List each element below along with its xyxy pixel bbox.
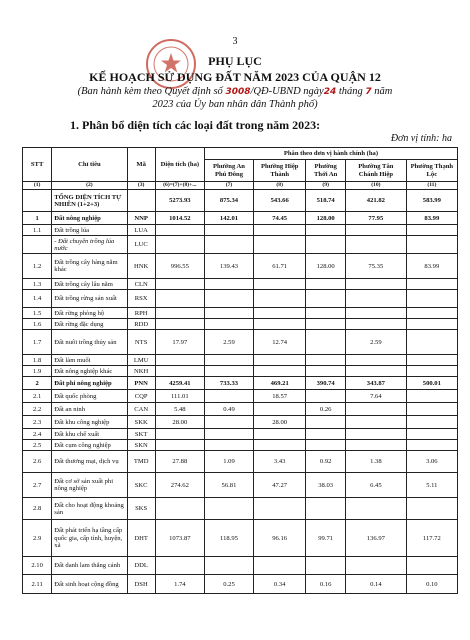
- row-ward-5: 117.72: [406, 520, 457, 557]
- row-ward-5: 500.01: [406, 377, 457, 390]
- appendix-title: PHỤ LỤC: [208, 54, 262, 68]
- row-ward-3: 99.71: [306, 520, 346, 557]
- row-total: 111.01: [155, 390, 204, 403]
- row-ward-4: [346, 366, 407, 377]
- row-total: [155, 225, 204, 236]
- table-row: [23, 236, 458, 254]
- row-code: HNK: [127, 254, 155, 279]
- table-row: [23, 330, 458, 355]
- row-criteria: Đất nuôi trồng thủy sản: [52, 330, 127, 355]
- row-ward-3: [306, 330, 346, 355]
- table-row: [23, 225, 458, 236]
- table-body: [23, 190, 458, 594]
- row-total: 1.74: [155, 575, 204, 594]
- row-ward-4: [346, 319, 407, 330]
- row-total: 17.97: [155, 330, 204, 355]
- row-ward-5: [406, 225, 457, 236]
- row-ward-2: [254, 355, 306, 366]
- row-ward-1: [204, 557, 253, 575]
- row-criteria: Đất trồng cây lâu năm: [52, 279, 127, 290]
- row-ward-4: [346, 290, 407, 308]
- row-criteria: Đất khu công nghiệp: [52, 416, 127, 429]
- row-total: 4259.41: [155, 377, 204, 390]
- row-criteria: TỔNG DIỆN TÍCH TỰ NHIÊN (1+2+3): [52, 190, 127, 212]
- row-ward-2: 96.16: [254, 520, 306, 557]
- row-total: 5.48: [155, 403, 204, 416]
- table-row: [23, 254, 458, 279]
- row-stt: 1.8: [23, 355, 52, 366]
- row-total: 27.88: [155, 451, 204, 473]
- table-row: [23, 520, 458, 557]
- header-ward-5: Phường Thạnh Lộc: [406, 160, 457, 182]
- row-ward-1: 1.09: [204, 451, 253, 473]
- row-ward-5: [406, 236, 457, 254]
- row-ward-4: [346, 225, 407, 236]
- table-row: [23, 557, 458, 575]
- row-ward-5: [406, 319, 457, 330]
- row-ward-2: [254, 279, 306, 290]
- row-ward-4: 136.97: [346, 520, 407, 557]
- row-code: NTS: [127, 330, 155, 355]
- header-ward-3: Phường Thới An: [306, 160, 346, 182]
- row-criteria: Đất trồng rừng sản xuất: [52, 290, 127, 308]
- row-criteria: Đất quốc phòng: [52, 390, 127, 403]
- row-ward-2: 3.43: [254, 451, 306, 473]
- row-ward-3: [306, 236, 346, 254]
- row-code: NKH: [127, 366, 155, 377]
- row-total: [155, 440, 204, 451]
- header-area: Diện tích (ha): [155, 148, 204, 182]
- row-stt: 1.2: [23, 254, 52, 279]
- row-ward-5: [406, 429, 457, 440]
- row-ward-3: [306, 416, 346, 429]
- decision-month: 7: [365, 87, 372, 97]
- row-ward-3: [306, 429, 346, 440]
- row-criteria: Đất nông nghiệp: [52, 212, 127, 225]
- row-stt: 1.1: [23, 225, 52, 236]
- row-stt: 2.9: [23, 520, 52, 557]
- row-code: [127, 190, 155, 212]
- row-ward-2: 0.34: [254, 575, 306, 594]
- row-ward-2: [254, 290, 306, 308]
- row-code: LUC: [127, 236, 155, 254]
- table-row: [23, 355, 458, 366]
- row-total: [155, 279, 204, 290]
- column-index-row: [23, 182, 458, 190]
- column-index-cell: (9): [306, 182, 346, 190]
- row-criteria: Đất rừng đặc dụng: [52, 319, 127, 330]
- row-code: LUA: [127, 225, 155, 236]
- row-ward-5: [406, 416, 457, 429]
- row-total: 28.00: [155, 416, 204, 429]
- subtitle-line-1: [0, 86, 470, 97]
- row-ward-4: [346, 557, 407, 575]
- row-ward-5: 583.99: [406, 190, 457, 212]
- row-ward-1: [204, 290, 253, 308]
- row-ward-1: 0.25: [204, 575, 253, 594]
- row-ward-4: 0.14: [346, 575, 407, 594]
- header-code: Mã: [127, 148, 155, 182]
- row-total: 5273.93: [155, 190, 204, 212]
- row-ward-1: [204, 236, 253, 254]
- row-stt: [23, 190, 52, 212]
- row-total: [155, 319, 204, 330]
- row-ward-1: [204, 279, 253, 290]
- row-ward-1: 0.49: [204, 403, 253, 416]
- row-ward-3: [306, 279, 346, 290]
- plan-title: KẾ HOẠCH SỬ DỤNG ĐẤT NĂM 2023 CỦA QUẬN 12: [89, 70, 381, 84]
- decision-day: 24: [323, 87, 337, 97]
- row-ward-4: [346, 236, 407, 254]
- decision-number: 3008: [225, 87, 251, 97]
- row-ward-2: [254, 498, 306, 520]
- row-stt: 2: [23, 377, 52, 390]
- row-ward-1: [204, 366, 253, 377]
- row-code: SKC: [127, 473, 155, 498]
- column-index-cell: (11): [406, 182, 457, 190]
- row-total: 274.62: [155, 473, 204, 498]
- row-criteria: Đất trồng lúa: [52, 225, 127, 236]
- row-ward-5: 5.11: [406, 473, 457, 498]
- column-index-cell: (10): [346, 182, 407, 190]
- row-criteria: Đất phát triển hạ tầng cấp quốc gia, cấp tỉnh, huyện, xã: [52, 520, 127, 557]
- table-row: [23, 575, 458, 594]
- row-ward-3: [306, 366, 346, 377]
- row-ward-5: [406, 355, 457, 366]
- row-ward-4: 421.82: [346, 190, 407, 212]
- row-total: [155, 236, 204, 254]
- row-criteria: Đất sinh hoạt cộng đồng: [52, 575, 127, 594]
- row-stt: 2.6: [23, 451, 52, 473]
- row-total: [155, 366, 204, 377]
- land-allocation-table: [22, 147, 458, 594]
- row-total: [155, 290, 204, 308]
- row-criteria: Đất phi nông nghiệp: [52, 377, 127, 390]
- header-ward-2: Phường Hiệp Thành: [254, 160, 306, 182]
- column-index-cell: (6)=(7)+(8)+...: [155, 182, 204, 190]
- row-total: [155, 498, 204, 520]
- row-ward-1: [204, 390, 253, 403]
- row-stt: 1.5: [23, 308, 52, 319]
- row-ward-1: 2.59: [204, 330, 253, 355]
- row-total: [155, 429, 204, 440]
- row-ward-2: [254, 366, 306, 377]
- row-ward-4: [346, 403, 407, 416]
- row-ward-3: [306, 355, 346, 366]
- subtitle-line-2: 2023 của Ủy ban nhân dân Thành phố): [152, 99, 318, 110]
- row-ward-4: [346, 355, 407, 366]
- row-criteria: Đất cho hoạt động khoáng sản: [52, 498, 127, 520]
- row-ward-5: [406, 557, 457, 575]
- row-ward-5: [406, 403, 457, 416]
- row-stt: 2.8: [23, 498, 52, 520]
- row-ward-2: 47.27: [254, 473, 306, 498]
- row-criteria: Đất thương mại, dịch vụ: [52, 451, 127, 473]
- row-total: 1073.87: [155, 520, 204, 557]
- row-criteria: Đất trồng cây hàng năm khác: [52, 254, 127, 279]
- row-ward-3: 128.00: [306, 212, 346, 225]
- row-total: 1014.52: [155, 212, 204, 225]
- row-ward-2: [254, 403, 306, 416]
- row-ward-4: 7.64: [346, 390, 407, 403]
- row-ward-5: 3.06: [406, 451, 457, 473]
- header-ward-4: Phường Tân Chánh Hiệp: [346, 160, 407, 182]
- table-row: [23, 498, 458, 520]
- row-ward-2: 74.45: [254, 212, 306, 225]
- table-row: [23, 429, 458, 440]
- row-ward-2: 469.21: [254, 377, 306, 390]
- header-admin-units: Phân theo đơn vị hành chính (ha): [204, 148, 457, 160]
- row-stt: 2.7: [23, 473, 52, 498]
- row-ward-3: [306, 308, 346, 319]
- row-ward-5: 0.10: [406, 575, 457, 594]
- decision-code: /QĐ-UBND ngày: [250, 86, 324, 97]
- row-criteria: Đất làm muối: [52, 355, 127, 366]
- row-ward-5: [406, 366, 457, 377]
- row-ward-3: 128.00: [306, 254, 346, 279]
- row-code: RPH: [127, 308, 155, 319]
- row-criteria: Đất an ninh: [52, 403, 127, 416]
- row-ward-3: 518.74: [306, 190, 346, 212]
- row-stt: 2.3: [23, 416, 52, 429]
- row-ward-1: 142.01: [204, 212, 253, 225]
- table-row: [23, 403, 458, 416]
- row-code: DHT: [127, 520, 155, 557]
- row-ward-3: 0.16: [306, 575, 346, 594]
- row-criteria: Đất rừng phòng hộ: [52, 308, 127, 319]
- table-row: [23, 440, 458, 451]
- row-ward-3: 390.74: [306, 377, 346, 390]
- row-code: DDL: [127, 557, 155, 575]
- table-row: [23, 451, 458, 473]
- row-stt: 2.5: [23, 440, 52, 451]
- row-code: SKK: [127, 416, 155, 429]
- column-index-cell: (7): [204, 182, 253, 190]
- row-total: 996.55: [155, 254, 204, 279]
- row-ward-4: 75.35: [346, 254, 407, 279]
- row-stt: 1.3: [23, 279, 52, 290]
- row-ward-2: 28.00: [254, 416, 306, 429]
- row-code: DSH: [127, 575, 155, 594]
- row-ward-3: [306, 225, 346, 236]
- row-ward-4: [346, 498, 407, 520]
- row-ward-5: 83.99: [406, 254, 457, 279]
- table-row: [23, 190, 458, 212]
- row-code: RSX: [127, 290, 155, 308]
- table-row: [23, 377, 458, 390]
- row-ward-2: 12.74: [254, 330, 306, 355]
- row-criteria: - Đất chuyên trồng lúa nước: [52, 236, 127, 254]
- month-word: tháng: [338, 86, 363, 97]
- row-ward-5: [406, 279, 457, 290]
- row-code: CAN: [127, 403, 155, 416]
- row-stt: 1.4: [23, 290, 52, 308]
- row-ward-2: [254, 308, 306, 319]
- row-ward-3: 0.26: [306, 403, 346, 416]
- row-code: SKT: [127, 429, 155, 440]
- row-total: [155, 308, 204, 319]
- row-ward-1: 118.95: [204, 520, 253, 557]
- row-code: TMD: [127, 451, 155, 473]
- row-ward-3: 38.03: [306, 473, 346, 498]
- row-ward-1: [204, 319, 253, 330]
- column-index-cell: (8): [254, 182, 306, 190]
- table-row: [23, 366, 458, 377]
- header-ward-1: Phường An Phú Đông: [204, 160, 253, 182]
- row-code: LMU: [127, 355, 155, 366]
- row-ward-1: [204, 355, 253, 366]
- table-row: [23, 319, 458, 330]
- row-stt: 2.4: [23, 429, 52, 440]
- row-ward-1: [204, 225, 253, 236]
- column-index-cell: (2): [52, 182, 127, 190]
- row-criteria: Đất khu chế xuất: [52, 429, 127, 440]
- row-ward-4: [346, 416, 407, 429]
- row-ward-1: [204, 440, 253, 451]
- table-row: [23, 390, 458, 403]
- row-ward-2: 61.71: [254, 254, 306, 279]
- row-ward-2: [254, 236, 306, 254]
- row-ward-5: [406, 290, 457, 308]
- row-ward-2: [254, 557, 306, 575]
- column-index-cell: (3): [127, 182, 155, 190]
- row-code: SKN: [127, 440, 155, 451]
- header-criteria: Chỉ tiêu: [52, 148, 127, 182]
- row-stt: 2.11: [23, 575, 52, 594]
- row-criteria: Đất cơ sở sản xuất phi nông nghiệp: [52, 473, 127, 498]
- row-stt: 1.7: [23, 330, 52, 355]
- row-stt: 2.2: [23, 403, 52, 416]
- row-ward-1: 139.43: [204, 254, 253, 279]
- table-row: [23, 290, 458, 308]
- row-code: PNN: [127, 377, 155, 390]
- table-row: [23, 416, 458, 429]
- row-ward-3: [306, 440, 346, 451]
- row-ward-3: 0.92: [306, 451, 346, 473]
- row-stt: 2.1: [23, 390, 52, 403]
- section-heading: 1. Phân bổ diện tích các loại đất trong năm 2023:: [70, 118, 321, 132]
- row-ward-4: 1.38: [346, 451, 407, 473]
- row-stt: 2.10: [23, 557, 52, 575]
- row-ward-5: [406, 308, 457, 319]
- subtitle-prefix: (Ban hành kèm theo Quyết định số: [77, 86, 223, 97]
- table-row: [23, 473, 458, 498]
- year-word: năm: [374, 86, 393, 97]
- row-ward-5: [406, 390, 457, 403]
- row-ward-4: 6.45: [346, 473, 407, 498]
- row-ward-1: [204, 498, 253, 520]
- row-ward-4: [346, 279, 407, 290]
- row-ward-5: 83.99: [406, 212, 457, 225]
- row-code: RDD: [127, 319, 155, 330]
- row-ward-3: [306, 319, 346, 330]
- row-code: CLN: [127, 279, 155, 290]
- row-stt: 1: [23, 212, 52, 225]
- row-ward-1: 733.33: [204, 377, 253, 390]
- page-number: 3: [232, 36, 238, 47]
- unit-label: Đơn vị tính: ha: [390, 133, 452, 144]
- row-ward-2: 543.66: [254, 190, 306, 212]
- row-stt: 1.6: [23, 319, 52, 330]
- row-ward-1: 875.34: [204, 190, 253, 212]
- row-criteria: Đất nông nghiệp khác: [52, 366, 127, 377]
- row-ward-4: 77.95: [346, 212, 407, 225]
- row-ward-2: [254, 440, 306, 451]
- row-criteria: Đất cụm công nghiệp: [52, 440, 127, 451]
- row-ward-2: 18.57: [254, 390, 306, 403]
- row-ward-5: [406, 440, 457, 451]
- table-row: [23, 212, 458, 225]
- row-ward-1: 56.81: [204, 473, 253, 498]
- row-total: [155, 355, 204, 366]
- column-index-cell: (1): [23, 182, 52, 190]
- row-ward-3: [306, 557, 346, 575]
- row-stt: [23, 236, 52, 254]
- row-criteria: Đất danh lam thắng cảnh: [52, 557, 127, 575]
- row-code: SKS: [127, 498, 155, 520]
- row-code: CQP: [127, 390, 155, 403]
- header-stt: STT: [23, 148, 52, 182]
- row-ward-4: [346, 429, 407, 440]
- row-ward-2: [254, 429, 306, 440]
- row-ward-1: [204, 416, 253, 429]
- row-ward-2: [254, 225, 306, 236]
- row-ward-3: [306, 390, 346, 403]
- row-stt: 1.9: [23, 366, 52, 377]
- row-ward-3: [306, 290, 346, 308]
- row-ward-1: [204, 308, 253, 319]
- row-ward-3: [306, 498, 346, 520]
- row-ward-4: [346, 308, 407, 319]
- row-ward-4: 343.87: [346, 377, 407, 390]
- row-ward-2: [254, 319, 306, 330]
- row-ward-1: [204, 429, 253, 440]
- row-ward-5: [406, 498, 457, 520]
- row-ward-4: [346, 440, 407, 451]
- row-ward-5: [406, 330, 457, 355]
- table-row: [23, 308, 458, 319]
- row-ward-4: 2.59: [346, 330, 407, 355]
- row-total: [155, 557, 204, 575]
- table-row: [23, 279, 458, 290]
- row-code: NNP: [127, 212, 155, 225]
